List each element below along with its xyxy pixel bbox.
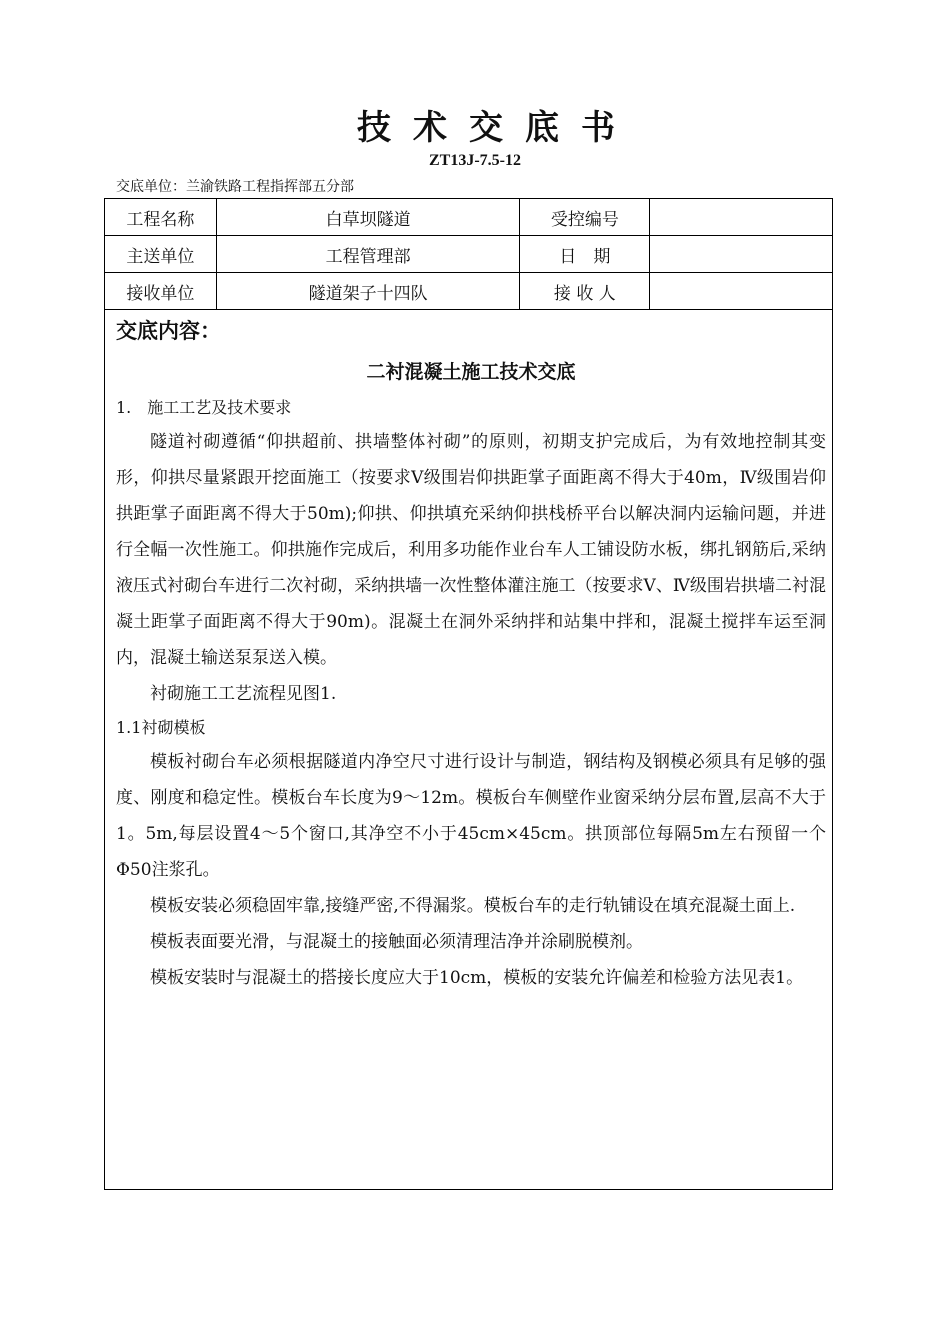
- cell-label: 日 期: [520, 236, 650, 273]
- issuing-unit: 交底单位：兰渝铁路工程指挥部五分部: [116, 179, 354, 195]
- table-row: [105, 199, 833, 236]
- info-table: [104, 198, 833, 310]
- cell-label: 受控编号: [520, 199, 650, 236]
- cell-value: [650, 236, 833, 273]
- table-row: [105, 236, 833, 273]
- cell-value: 白草坝隧道: [216, 199, 520, 236]
- cell-label: 主送单位: [105, 236, 217, 273]
- content-subtitle: 二衬混凝土施工技术交底: [366, 361, 576, 383]
- cell-value: 工程管理部: [216, 236, 520, 273]
- document-code: ZT13J-7.5-12: [429, 152, 521, 169]
- content-heading: 交底内容：: [116, 319, 221, 343]
- section-heading: 1.1衬砌模板: [116, 718, 206, 737]
- cell-value: [650, 199, 833, 236]
- content-body: [116, 312, 826, 996]
- cell-value: [650, 273, 833, 310]
- paragraph: 模板表面要光滑，与混凝土的接触面必须清理洁净并涂刷脱模剂。: [150, 932, 643, 952]
- cell-label: 接 收 人: [520, 273, 650, 310]
- table-row: [105, 273, 833, 310]
- cell-label: 工程名称: [105, 199, 217, 236]
- paragraph: 模板衬砌台车必须根据隧道内净空尺寸进行设计与制造，钢结构及钢模必须具有足够的强度、刚度和稳定性。模板台车长度为9～12m。模板台车侧壁作业窗采纳分层布置,层高不大于1。5m,每层设置4～5个窗口,其净空不小于45cm×45cm。拱顶部位每隔5m左右预留一个Φ50注浆孔。: [116, 752, 826, 880]
- paragraph: 模板安装时与混凝土的搭接长度应大于10cm，模板的安装允许偏差和检验方法见表1。: [150, 968, 804, 988]
- paragraph: 衬砌施工工艺流程见图1.: [150, 684, 337, 704]
- paragraph: 模板安装必须稳固牢靠,接缝严密,不得漏浆。模板台车的走行轨铺设在填充混凝土面上.: [150, 896, 796, 916]
- cell-label: 接收单位: [105, 273, 217, 310]
- paragraph: 隧道衬砌遵循“仰拱超前、拱墙整体衬砌”的原则，初期支护完成后，为有效地控制其变形，仰拱尽量紧跟开挖面施工（按要求Ⅴ级围岩仰拱距掌子面距离不得大于40m，Ⅳ级围岩仰拱距掌子面距离不得大于50m);仰拱、仰拱填充采纳仰拱栈桥平台以解决洞内运输问题，并进行全幅一次性施工。仰拱施作完成后，利用多功能作业台车人工铺设防水板，绑扎钢筋后,采纳液压式衬砌台车进行二次衬砌，采纳拱墙一次性整体灌注施工（按要求Ⅴ、Ⅳ级围岩拱墙二衬混凝土距掌子面距离不得大于90m)。混凝土在洞外采纳拌和站集中拌和，混凝土搅拌车运至洞内，混凝土输送泵泵送入模。: [116, 432, 826, 668]
- document-title: 技术交底书: [357, 108, 637, 148]
- section-heading: 1. 施工工艺及技术要求: [116, 398, 292, 417]
- cell-value: 隧道架子十四队: [216, 273, 520, 310]
